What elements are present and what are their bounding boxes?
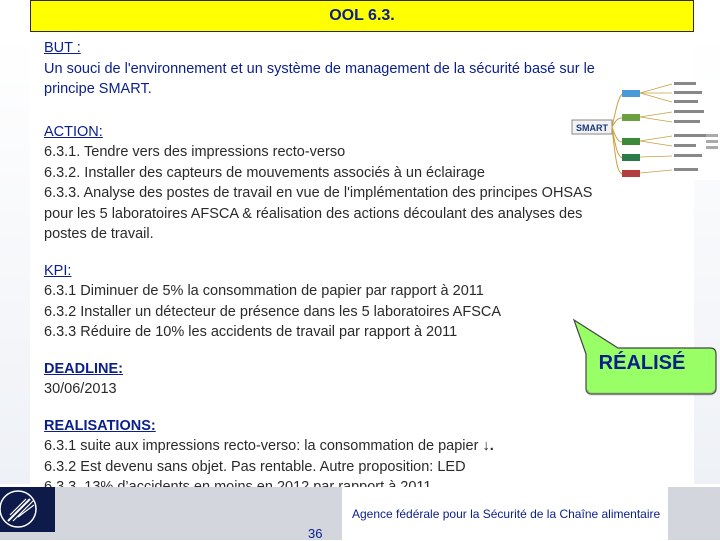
deadline-heading: DEADLINE: <box>44 360 123 377</box>
realisations-line-2: 6.3.2 Est devenu sans objet. Pas rentable. Autre proposition: LED <box>44 458 466 475</box>
kpi-line-2: 6.3.2 Installer un détecteur de présence dans les 5 laboratoires AFSCA <box>44 303 502 320</box>
realisations-heading: REALISATIONS: <box>44 417 156 434</box>
slide-title-bar <box>30 0 694 32</box>
action-heading: ACTION: <box>44 123 103 140</box>
fork-logo-icon <box>0 487 55 532</box>
kpi-line-3: 6.3.3 Réduire de 10% les accidents de travail par rapport à 2011 <box>44 324 458 340</box>
but-line-1: Un souci de l'environnement et un système de management de la sécurité basé sur le <box>44 60 595 77</box>
kpi-line-1: 6.3.1 Diminuer de 5% la consommation de papier par rapport à 2011 <box>44 283 484 299</box>
page-number: 36 <box>308 526 323 541</box>
action-line-5: postes de travail. <box>44 226 154 242</box>
realise-label: RÉALISÉ <box>598 352 686 374</box>
smart-node-label: SMART <box>576 123 608 133</box>
smart-mindmap-diagram <box>568 80 720 180</box>
slide-title: OOL 6.3. <box>329 7 395 24</box>
but-heading: BUT : <box>44 40 81 56</box>
action-line-2: 6.3.2. Installer des capteurs de mouvements associés à un éclairage <box>44 164 485 181</box>
deadline-date: 30/06/2013 <box>44 381 117 397</box>
action-line-1: 6.3.1. Tendre vers des impressions recto-verso <box>44 144 346 160</box>
realisations-line-1 <box>44 436 684 457</box>
afsca-logo <box>0 487 55 532</box>
left-decorative-strip <box>0 34 30 484</box>
footer-agency-name: Agence fédérale pour la Sécurité de la Chaîne alimentaire <box>352 507 661 521</box>
action-line-3: 6.3.3. Analyse des postes de travail en vue de l'implémentation des principes OHSAS <box>44 185 593 201</box>
realise-callout <box>560 318 720 398</box>
kpi-heading: KPI: <box>44 262 72 279</box>
realisations-line-1-text: 6.3.1 suite aux impressions recto-verso: la consommation de papier <box>44 438 479 454</box>
arrow-down-icon: ↓. <box>482 438 494 454</box>
action-line-4: pour les 5 laboratoires AFSCA & réalisation des actions découlant des analyses des <box>44 205 583 222</box>
but-line-2: principe SMART. <box>44 81 152 97</box>
